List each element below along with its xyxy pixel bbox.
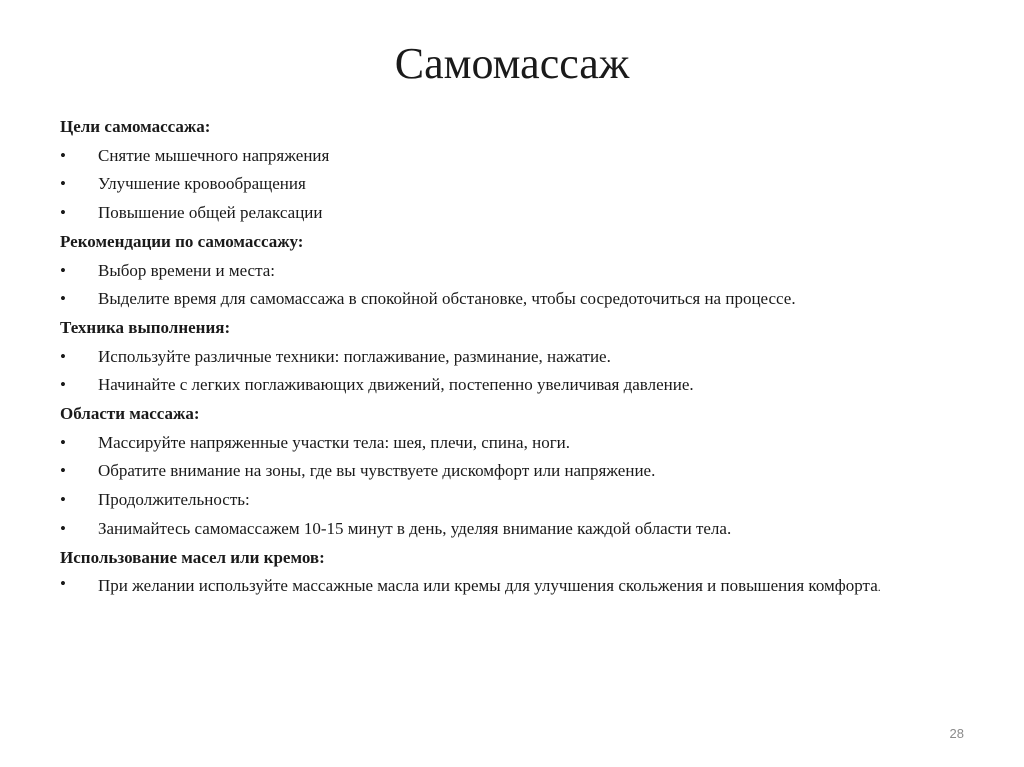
- bullet-marker: •: [60, 375, 66, 395]
- list-item-text: Начинайте с легких поглаживающих движений, постепенно увеличивая давление.: [98, 375, 694, 395]
- list-item-text: Используйте различные техники: поглаживание, разминание, нажатие.: [98, 346, 611, 366]
- section-heading-recommendations: Рекомендации по самомассажу:: [60, 231, 304, 251]
- bullet-marker: •: [60, 289, 66, 309]
- slide-content: [60, 113, 960, 600]
- page-number: 28: [949, 726, 964, 741]
- list-item: [60, 457, 960, 486]
- list-item: [60, 285, 960, 314]
- bullet-marker: •: [60, 574, 66, 594]
- section-heading-goals: Цели самомассажа:: [60, 117, 211, 136]
- bullet-marker: •: [60, 174, 66, 194]
- list-item-text: Выделите время для самомассажа в спокойной обстановке, чтобы сосредоточиться на процессе.: [98, 289, 796, 309]
- list-item: [60, 199, 960, 228]
- list-item: [60, 257, 960, 286]
- bullet-marker: •: [60, 432, 66, 452]
- list-item-text: Массируйте напряженные участки тела: шея, плечи, спина, ноги.: [98, 432, 571, 452]
- list-item: [60, 142, 960, 171]
- bullet-marker: •: [60, 145, 66, 165]
- bullet-marker: •: [60, 461, 66, 481]
- list-item: [60, 486, 960, 515]
- trailing-period: .: [877, 580, 881, 595]
- bullet-marker: •: [60, 203, 66, 223]
- list-item-text: Выбор времени и места:: [98, 260, 276, 280]
- list-item: [60, 170, 960, 199]
- list-item-text: Улучшение кровообращения: [98, 174, 306, 194]
- list-item-text: Занимайтесь самомассажем 10-15 минут в день, уделяя внимание каждой области тела.: [98, 518, 732, 538]
- list-item-text: При желании используйте массажные масла или кремы для улучшения скольжения и повышения комфорта: [98, 576, 878, 596]
- list-item: [60, 429, 960, 458]
- bullet-marker: •: [60, 260, 66, 280]
- bullet-marker: •: [60, 518, 66, 538]
- section-heading-areas: Области массажа:: [60, 404, 200, 424]
- slide-title: Самомассаж: [394, 39, 630, 88]
- section-heading-technique: Техника выполнения:: [60, 317, 231, 337]
- bullet-marker: •: [60, 346, 66, 366]
- list-item: [60, 572, 960, 600]
- bullet-marker: •: [60, 490, 66, 510]
- list-item-text: Продолжительность:: [98, 490, 250, 510]
- list-item: [60, 515, 960, 544]
- list-item-text: Обратите внимание на зоны, где вы чувствуете дискомфорт или напряжение.: [98, 461, 656, 481]
- section-heading-oils: Использование масел или кремов:: [60, 547, 325, 567]
- list-item: [60, 343, 960, 372]
- list-item: [60, 371, 960, 400]
- list-item-text: Снятие мышечного напряжения: [98, 145, 330, 165]
- list-item-text: Повышение общей релаксации: [98, 203, 323, 223]
